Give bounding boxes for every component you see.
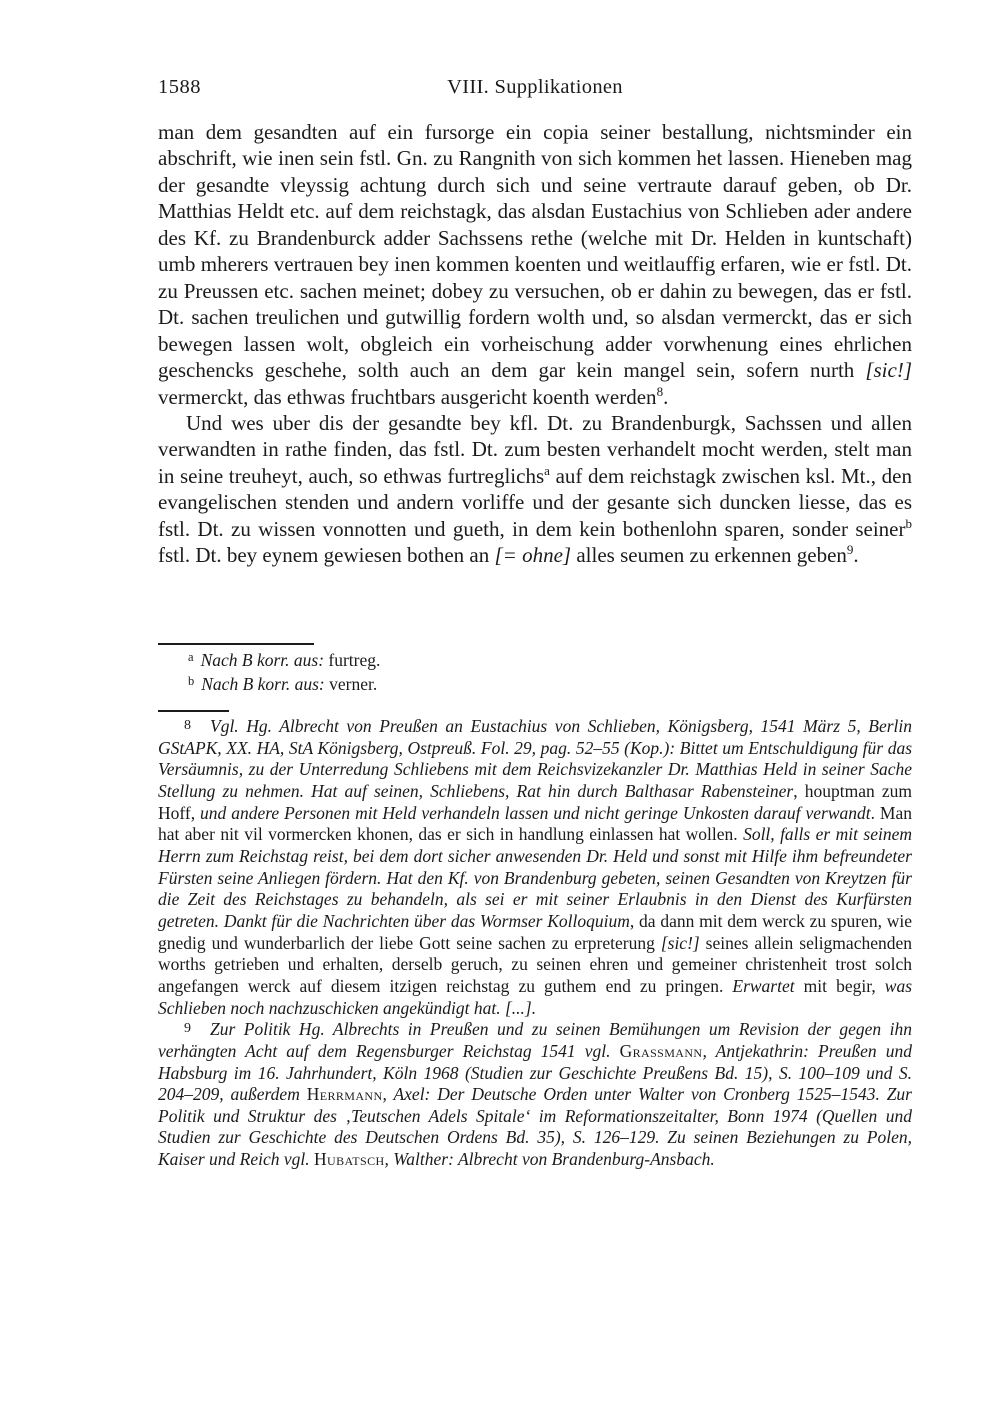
main-text-block — [158, 119, 912, 569]
footnote-9-marker: 9 — [184, 1020, 191, 1036]
running-head: VIII. Supplikationen — [447, 76, 623, 98]
footnote-a — [158, 649, 912, 673]
footnote-9 — [158, 1019, 912, 1171]
page-number: 1588 — [158, 76, 201, 98]
number-footnote-separator-rule — [158, 710, 229, 712]
footnote-b — [158, 673, 912, 697]
footnote-9-text: Zur Politik Hg. Albrechts in Preußen und zu seinen Bemühungen um Revision der gegen ihn verhängten Acht auf dem Regensburger Reichstag 1541 vgl. Grassmann, Antjekathrin: Preußen und Habsburg im 16. Jahrhundert, Köln 1968 (Studien zur Geschichte Preußens Bd. 15), S. 100–109 und S. 204–209, außerdem Herrmann, Axel: Der Deutsche Orden unter Walter von Cronberg 1525–1543. Zur Politik und Struktur des ‚Teutschen Adels Spitale‘ im Reformationszeitalter, Bonn 1974 (Quellen und Studien zur Geschichte des Deutschen Ordens Bd. 35), S. 126–129. Zu seinen Beziehungen zu Polen, Kaiser und Reich vgl. Hubatsch, Walther: Albrecht von Brandenburg-Ansbach. — [158, 1019, 912, 1170]
letter-footnote-separator-rule — [158, 643, 314, 645]
footnote-b-text: Nach B korr. aus: verner. — [201, 673, 378, 694]
footnote-b-marker: b — [188, 673, 195, 688]
number-footnotes — [158, 716, 912, 1171]
letter-footnotes — [158, 649, 912, 696]
body-paragraph-1: man dem gesandten auf ein fursorge ein copia seiner bestallung, nichtsminder ein abschrift, wie inen sein fstl. Gn. zu Rangnith von sich kommen het lassen. Hieneben mag der gesandte vleyssig achtung durch sich und seine vertraute darauf geben, ob Dr. Matthias Heldt etc. auf dem reichstagk, das alsdan Eustachius von Schlieben ader andere des Kf. zu Brandenburck adder Sachssens rethe (welche mit Dr. Helden in kuntschaft) umb mherers vertrauen bey inen kommen koenten und weitlauffig erfaren, wie er fstl. Dt. zu Preussen etc. sachen meinet; dobey zu versuchen, ob er dahin zu bewegen, das er fstl. Dt. sachen treulichen und gutwillig fordern wolth und, so alsdan vermerckt, das er sich bewegen lassen wolt, obgleich ein vorheischung adder vorwhenung eines ehrlichen geschencks geschehe, solth auch an dem gar kein mangel sein, sofern nurth [sic!] vermerckt, das ethwas fruchtbars ausgericht koenth werden$^8$. — [158, 120, 912, 409]
page-header — [158, 76, 912, 102]
footnote-a-text: Nach B korr. aus: furtreg. — [200, 650, 381, 670]
body-paragraph-2: Und wes uber dis der gesandte bey kfl. Dt. zu Brandenburgk, Sachssen und allen verwandten in rathe finden, das fstl. Dt. zum besten verhandelt mocht werden, stelt man in seine treuheyt, auch, so ethwas furtreglichs$^a$ auf dem reichstagk zwischen ksl. Mt., den evangelischen stenden und andern vorliffe und der gesante sich duncken liesse, das es fstl. Dt. zu wissen vonnotten und gueth, in dem kein bothenlohn sparen, sonder seiner$^b$ fstl. Dt. bey eynem gewiesen bothen an [= ohne] alles seumen zu erkennen geben$^9$. — [158, 410, 912, 568]
footnote-8 — [158, 716, 912, 1019]
footnote-8-marker: 8 — [184, 717, 191, 733]
footnote-8-text: Vgl. Hg. Albrecht von Preußen an Eustachius von Schlieben, Königsberg, 1541 März 5, Berlin GStAPK, XX. HA, StA Königsberg, Ostpreuß. Fol. 29, pag. 52–55 (Kop.): Bittet um Entschuldigung für das Versäumnis, zu der Unterredung Schliebens mit dem Reichsvizekanzler Dr. Matthias Held in seiner Sache Stellung zu nehmen. Hat auf seinen, Schliebens, Rat hin durch Balthasar Rabensteiner, houptman zum Hoff, und andere Personen mit Held verhandeln lassen und nicht geringe Unkosten darauf verwandt. Man hat aber nit vil vormercken khonen, das er sich in handlung einlassen hat wollen. Soll, falls er mit seinem Herrn zum Reichstag reist, bei dem dort sicher anwesenden Dr. Held und sonst mit Hilfe ihm befreundeter Fürsten seine Anliegen fördern. Hat den Kf. von Brandenburg gebeten, seinen Gesandten von Kreytzen für die Zeit des Reichstages zu behandeln, als sei er mit seiner Erlaubnis in den Dienst des Kurfürsten getreten. Dankt für die Nachrichten über das Wormser Kolloquium, da dann mit dem werck zu spuren, wie gnedig und wunderbarlich der liebe Gott seine sachen zu erpreterung [sic!] seines allein seligmachenden worths getrieben und erhalten, derselb geruch, zu seinen ehren und gemeiner christenheit trost solch angefangen werck auf diesem itzigen reichstag zu guthem end zu pringen. Erwartet mit begir, was Schlieben noch nachzuschicken angekündigt hat. [...]. — [158, 716, 912, 1018]
footnote-a-marker: a — [188, 650, 194, 664]
